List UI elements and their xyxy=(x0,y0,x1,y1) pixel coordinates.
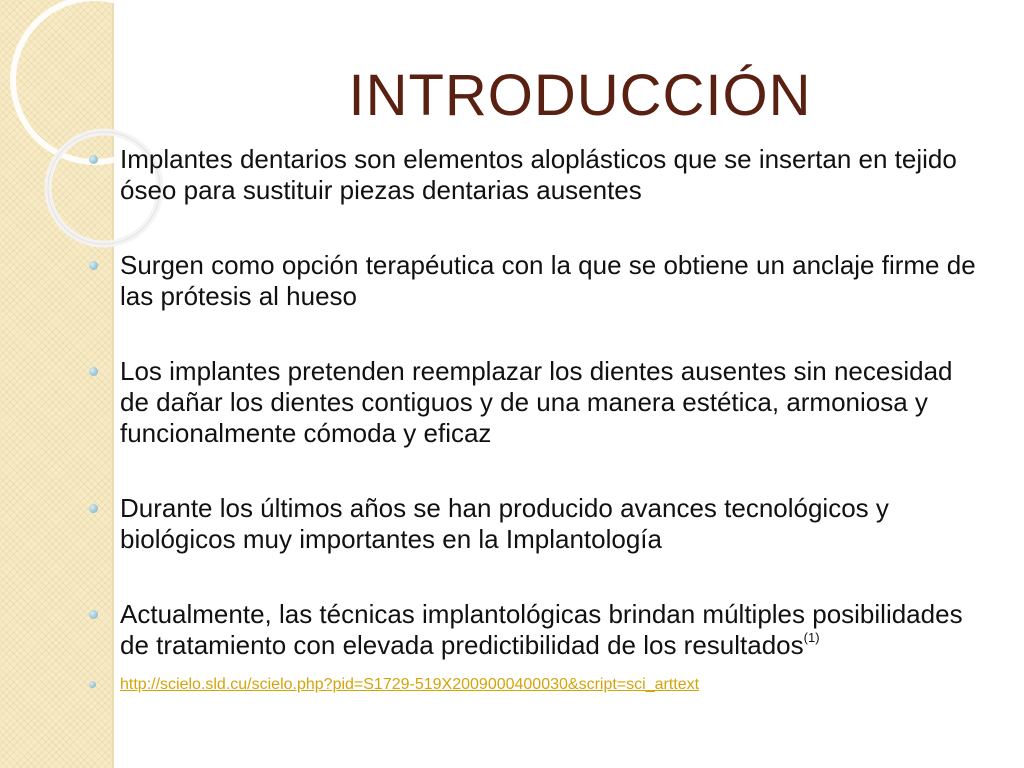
bullet-item xyxy=(88,356,988,449)
bullet-text: Implantes dentarios son elementos aloplásticos que se insertan en tejido óseo para sustituir piezas dentarias ausentes xyxy=(120,144,957,205)
bullet-dot-icon xyxy=(89,261,98,270)
bullet-dot-icon xyxy=(89,155,98,164)
bullet-text: Actualmente, las técnicas implantológicas brindan múltiples posibilidades de tratamiento con elevada predictibilidad de los resultados xyxy=(120,599,963,660)
bullet-text: Los implantes pretenden reemplazar los dientes ausentes sin necesidad de dañar los dientes contiguos y de una manera estética, armoniosa y funcionalmente cómoda y eficaz xyxy=(120,356,953,448)
bullet-dot-icon xyxy=(89,367,98,376)
reference-link[interactable]: http://scielo.sld.cu/scielo.php?pid=S1729-519X2009000400030&script=sci_arttext xyxy=(120,676,700,693)
bullet-item xyxy=(88,493,988,555)
bullet-item xyxy=(88,144,988,206)
slide-title: INTRODUCCIÓN xyxy=(348,63,812,128)
bullet-dot-icon xyxy=(89,610,98,619)
bullet-dot-icon xyxy=(89,681,96,688)
reference-link-item xyxy=(88,675,988,695)
bullet-text: Durante los últimos años se han producido avances tecnológicos y biológicos muy importantes en la Implantología xyxy=(120,493,889,554)
citation-superscript: (1) xyxy=(803,630,820,645)
slide-content xyxy=(88,144,988,695)
bullet-text: Surgen como opción terapéutica con la que se obtiene un anclaje firme de las prótesis al hueso xyxy=(120,250,976,311)
bullet-dot-icon xyxy=(89,504,98,513)
bullet-item xyxy=(88,250,988,312)
bullet-item xyxy=(88,599,988,661)
bullet-list xyxy=(88,144,988,695)
